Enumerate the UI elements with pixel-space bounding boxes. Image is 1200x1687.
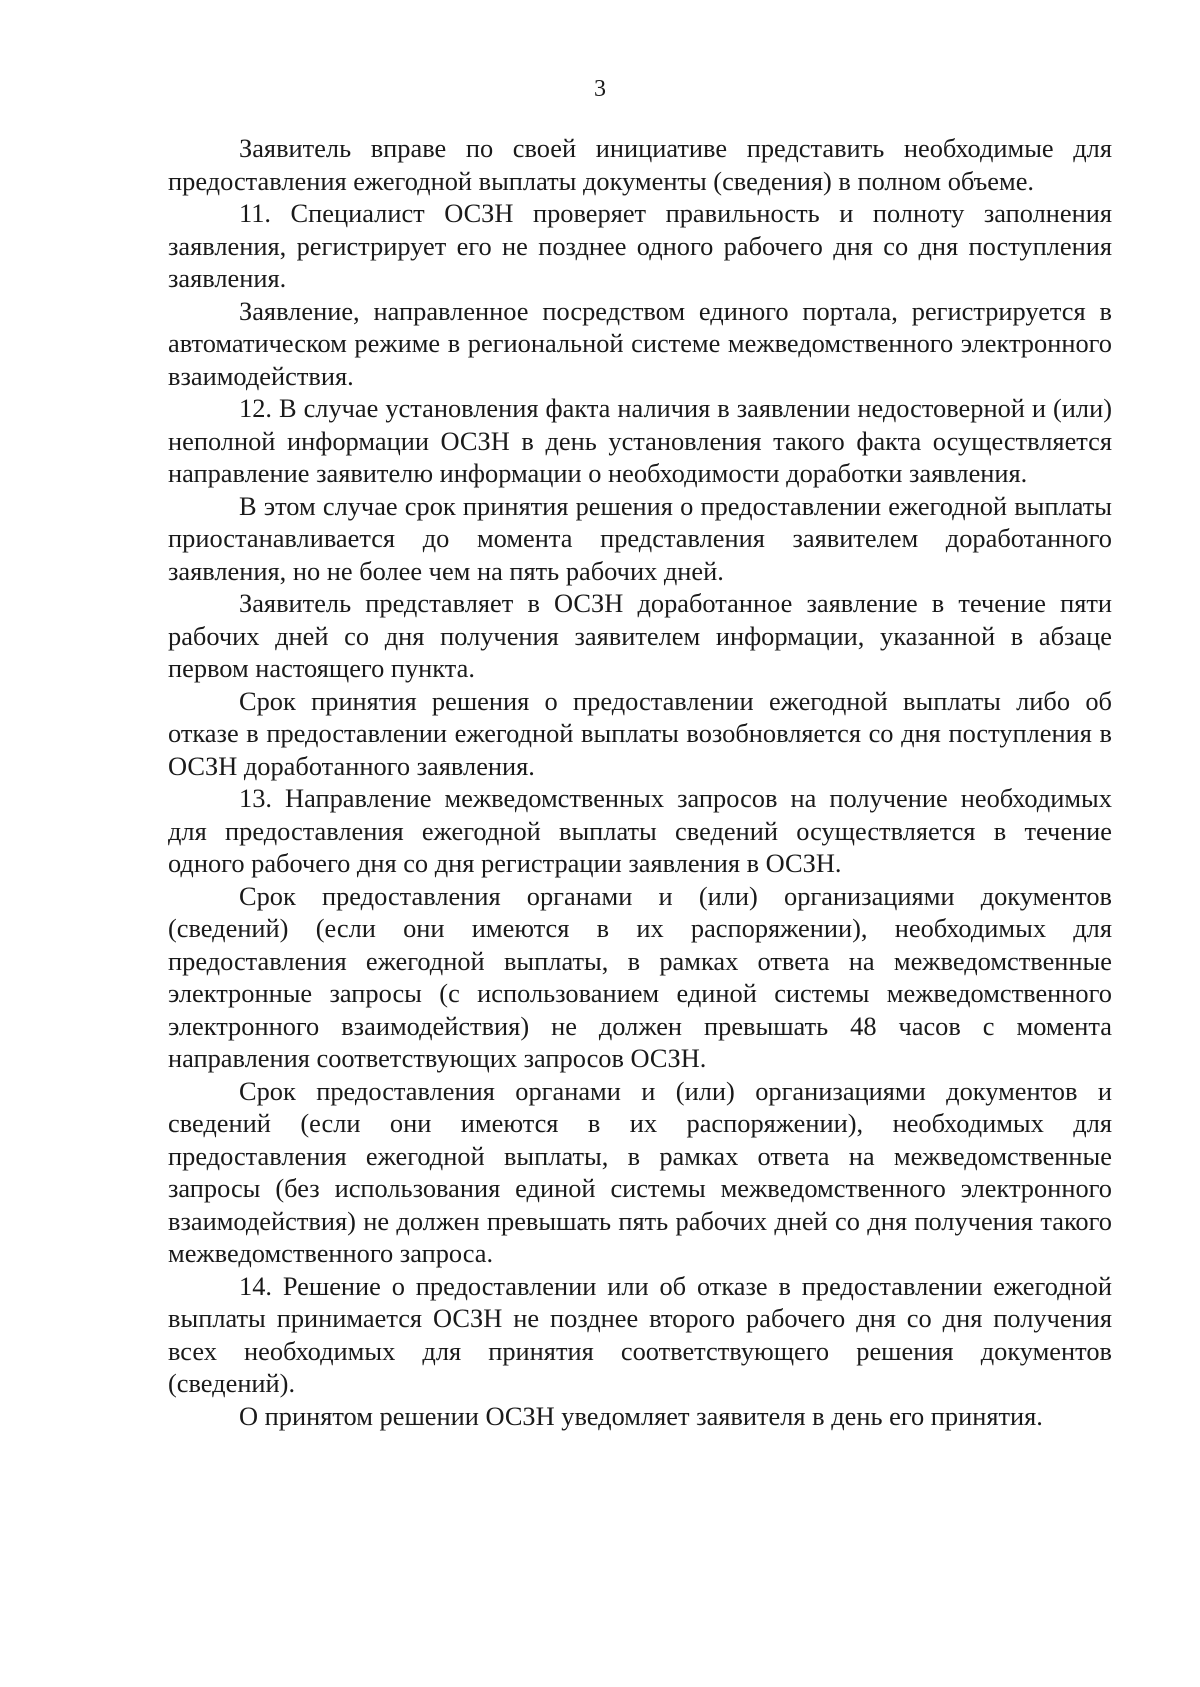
document-body	[168, 132, 1112, 1432]
paragraph-suspension: В этом случае срок принятия решения о предоставлении ежегодной выплаты приостанавливается до момента представления заявителем доработанного заявления, но не более чем на пять рабочих дней.	[168, 490, 1112, 586]
page-number: 3	[594, 76, 606, 102]
paragraph-resumption: Срок принятия решения о предоставлении ежегодной выплаты либо об отказе в предоставлении ежегодной выплаты возобновляется со дня поступления в ОСЗН доработанного заявления.	[168, 685, 1112, 781]
paragraph-electronic-requests: Срок предоставления органами и (или) организациями документов (сведений) (если они имеются в их распоряжении), необходимых для предоставления ежегодной выплаты, в рамках ответа на межведомственные электронные запросы (с использованием единой системы межведомственного электронного взаимодействия) не должен превышать 48 часов с момента направления соответствующих запросов ОСЗН.	[168, 880, 1112, 1073]
paragraph-revised-application: Заявитель представляет в ОСЗН доработанное заявление в течение пяти рабочих дней со дня получения заявителем информации, указанной в абзаце первом настоящего пункта.	[168, 588, 1112, 683]
paragraph-item-13: 13. Направление межведомственных запросов на получение необходимых для предоставления ежегодной выплаты сведений осуществляется в течение одного рабочего дня со дня регистрации заявления в ОСЗН.	[168, 783, 1112, 878]
paragraph-notification: О принятом решении ОСЗН уведомляет заявителя в день его принятия.	[239, 1400, 1043, 1431]
paragraph-portal-registration: Заявление, направленное посредством единого портала, регистрируется в автоматическом режиме в региональной системе межведомственного электронного взаимодействия.	[168, 295, 1112, 391]
paragraph-applicant-right: Заявитель вправе по своей инициативе представить необходимые для предоставления ежегодной выплаты документы (сведения) в полном объеме.	[168, 133, 1112, 196]
paragraph-non-electronic-requests: Срок предоставления органами и (или) организациями документов и сведений (если они имеются в их распоряжении), необходимых для предоставления ежегодной выплаты, в рамках ответа на межведомственные запросы (без использования единой системы межведомственного электронного взаимодействия) не должен превышать пять рабочих дней со дня получения такого межведомственного запроса.	[168, 1075, 1112, 1268]
paragraph-item-11: 11. Специалист ОСЗН проверяет правильность и полноту заполнения заявления, регистрирует его не позднее одного рабочего дня со дня поступления заявления.	[168, 198, 1112, 293]
paragraph-item-14: 14. Решение о предоставлении или об отказе в предоставлении ежегодной выплаты принимается ОСЗН не позднее второго рабочего дня со дня получения всех необходимых для принятия соответствующего решения документов (сведений).	[168, 1270, 1112, 1398]
paragraph-item-12: 12. В случае установления факта наличия в заявлении недостоверной и (или) неполной информации ОСЗН в день установления такого факта осуществляется направление заявителю информации о необходимости доработки заявления.	[168, 393, 1112, 488]
